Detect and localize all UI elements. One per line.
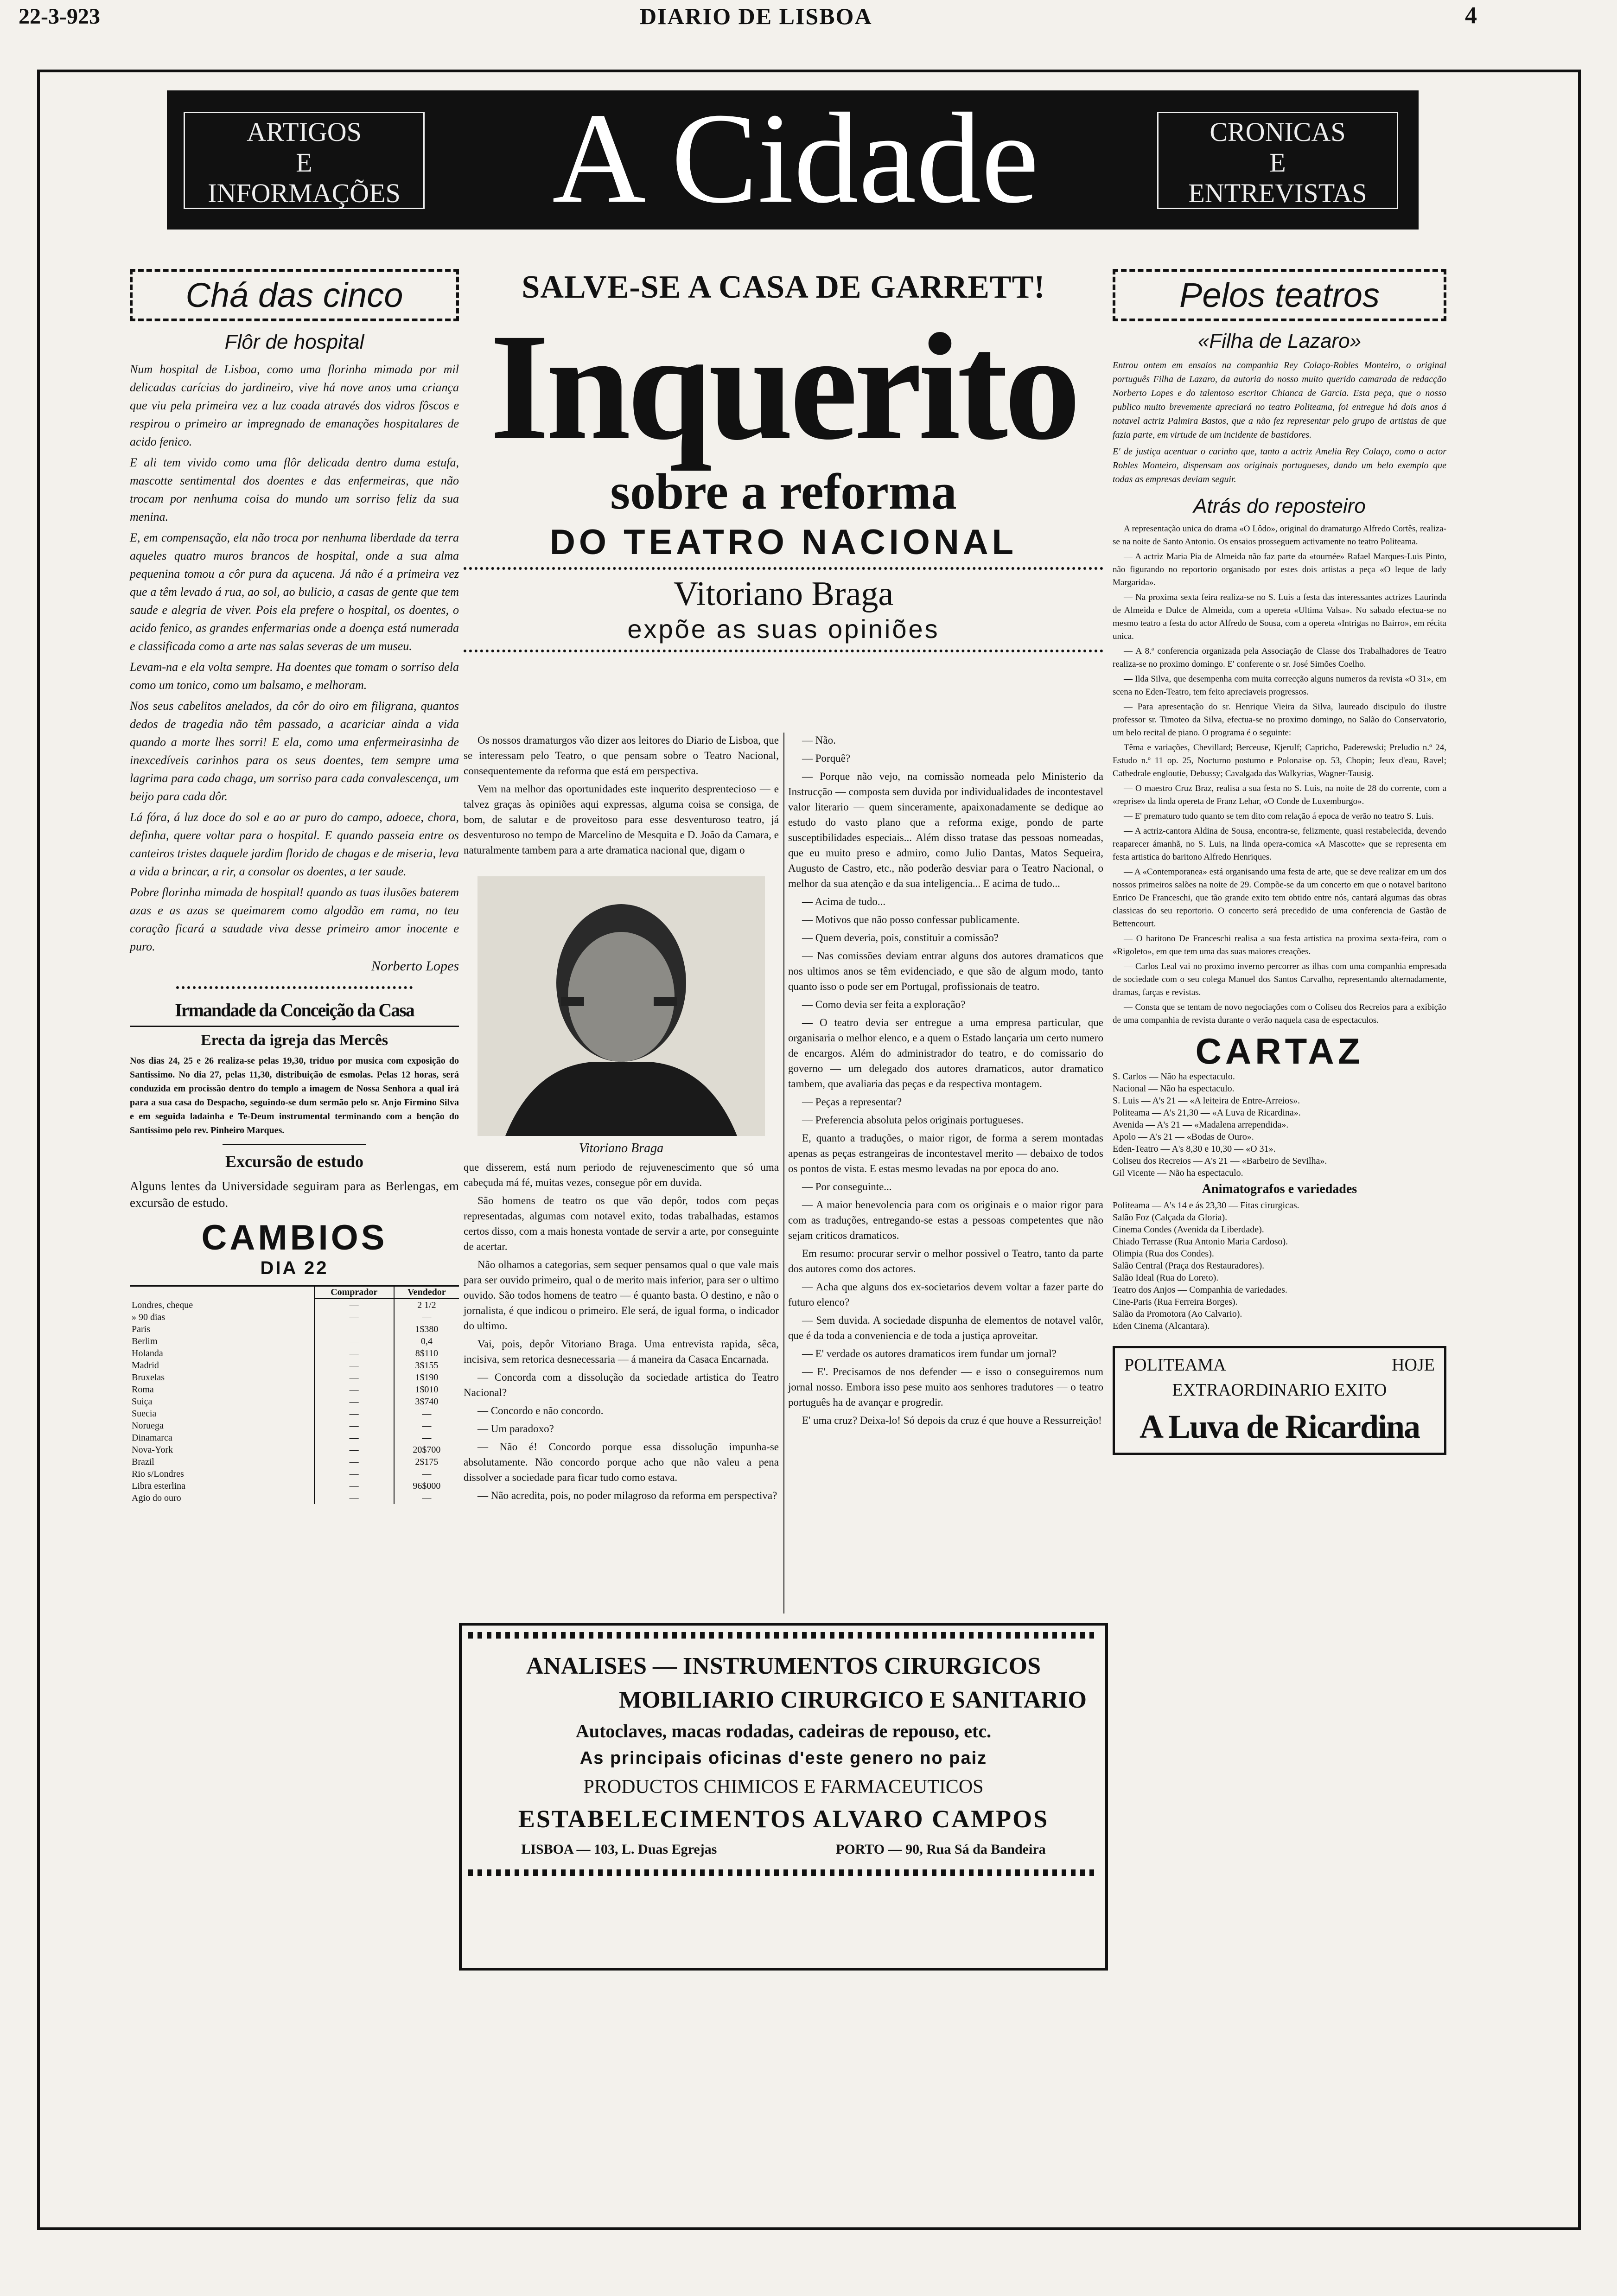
cartaz-item: S. Luis — A's 21 — «A leiteira de Entre-Arreios». — [1113, 1096, 1300, 1106]
cambios-cell: Libra esterlina — [130, 1480, 314, 1492]
photo-caption: Vitoriano Braga — [579, 1141, 664, 1155]
cambios-row — [130, 1359, 459, 1371]
paragraph: — Não acredita, pois, no poder milagroso da reforma em perspectiva? — [477, 1490, 777, 1501]
cambios-cell: — — [314, 1323, 394, 1335]
cambios-day: DIA 22 — [260, 1258, 329, 1278]
left-column — [130, 269, 459, 1504]
paragraph: Têma e variações, Chevillard; Berceuse, Kjerulf; Capricho, Paderewski; Preludio n.º 24, Estudo n.º 11 op. 25, Nocturno postumo e Polonaise op. 53, Chopin; Jeux d'eau, Ravel; Cathedrale engloutie, Debussy; Cavalgada das Walkyrias, Wagner-Tausig. — [1113, 743, 1446, 778]
paragraph: — Não. — [802, 734, 836, 746]
cambios-cell: — — [422, 1421, 432, 1431]
paragraph: — Na proxima sexta feira realiza-se no S. Luis a festa das interessantes actrizes Laurinda de Almeida e Dulce de Almeida, com a opereta «Ultima Valsa». No sabado efectua-se no mesmo teatro a festa do actor Alfredo de Sousa, com a opereta «Intrigas no Bairro», em récita unica. — [1113, 593, 1446, 641]
paragraph: — Motivos que não posso confessar publicamente. — [802, 914, 1020, 925]
paragraph: E' uma cruz? Deixa-lo! Só depois da cruz é que houve a Ressurreição! — [802, 1415, 1102, 1426]
article2-body — [1113, 523, 1446, 1027]
expoe-line: expõe as suas opiniões — [627, 614, 940, 644]
cambios-cell: Suecia — [130, 1408, 314, 1420]
ad-porto: PORTO — 90, Rua Sá da Bandeira — [836, 1842, 1046, 1857]
column-title-box — [130, 269, 459, 321]
cambios-cell: — — [314, 1347, 394, 1359]
cinema-item: Salão Central (Praça dos Restauradores). — [1113, 1261, 1265, 1271]
ad-line: EXTRAORDINARIO EXITO — [1172, 1380, 1387, 1400]
ad-line5: PRODUCTOS CHIMICOS E FARMACEUTICOS — [583, 1776, 984, 1798]
ad-addresses — [462, 1842, 1105, 1857]
paragraph: — A maior benevolencia para com os originais e o maior rigor para com as traduções, entregando-se estas a pessoas competentes que não sejam criticos dramaticos. — [788, 1199, 1103, 1241]
cambios-cell: Nova-York — [130, 1444, 314, 1456]
cambios-cell: — — [314, 1420, 394, 1432]
ad-box — [459, 1623, 1108, 1971]
paragraph: Lá fóra, á luz doce do sol e ao ar puro do campo, adoece, chora, definha, quere voltar para o hospital. E quando passeia entre os canteiros tristes daquele jardim florido de chagas e de miseria, leva a vida a brincar, a rir, a consolar os doentes, a ter saude. — [130, 810, 459, 878]
cambios-cell: — — [314, 1299, 394, 1311]
paragraph: — Porque não vejo, na comissão nomeada pelo Ministerio da Instrucção — composta sem duvida por individualidades de incontestavel valor literario — quem sinceramente, apaixonadamente se dedique ao estudo do vasto plano que a reforma exige, pondo de parte susceptibilidades especiais... Além disso tratase das pessoas nomeadas, que eu muito preso e admiro, como Julio Dantas, Matos Sequeira, Augusto de Castro, etc., não poderão desviar para o Teatro Nacional, o melhor da sua atenção e da sua inteligencia... E acima de tudo... — [788, 771, 1103, 889]
paragraph: Em resumo: procurar servir o melhor possivel o Teatro, tanto da parte dos autores como dos actores. — [788, 1248, 1103, 1275]
kicker: SALVE-SE A CASA DE GARRETT! — [522, 269, 1045, 305]
paragraph: — Peças a representar? — [802, 1096, 902, 1108]
paragraph: Os nossos dramaturgos vão dizer aos leitores do Diario de Lisboa, que se interessam pelo Teatro, o que pensam sobre o Teatro Nacional, consequentemente da reforma que está em perspectiva. — [464, 734, 779, 777]
cambios-row — [130, 1480, 459, 1492]
ad-line3: Autoclaves, macas rodadas, cadeiras de repouso, etc. — [575, 1721, 992, 1741]
paragraph: — Ilda Silva, que desempenha com muita correcção alguns numeros da revista «O 31», em scena no Eden-Teatro, tem feito apreciaveis progressos. — [1113, 674, 1446, 697]
cinema-item: Salão da Promotora (Ao Calvario). — [1113, 1309, 1242, 1319]
cambios-cell: Roma — [130, 1384, 314, 1396]
masthead-left-line: INFORMAÇÕES — [208, 178, 401, 208]
cambios-cell: — — [314, 1492, 394, 1504]
cambios-cell: Berlim — [130, 1335, 314, 1347]
cambios-row — [130, 1347, 459, 1359]
paragraph: — Para apresentação do sr. Henrique Vieira da Silva, laureado discipulo do ilustre professor sr. Timoteo da Silva, efectua-se no proximo domingo, no Salão do Conservatorio, um belo recital de piano. O programa é o seguinte: — [1113, 702, 1446, 738]
masthead-right-box — [1157, 112, 1398, 209]
article-title: Flôr de hospital — [224, 331, 364, 353]
center-column — [464, 269, 1103, 1857]
paragraph: — E' verdade os autores dramaticos irem fundar um jornal? — [802, 1348, 1057, 1359]
paragraph: — Porquê? — [802, 753, 851, 764]
cambios-cell: 2 1/2 — [417, 1300, 436, 1310]
cambios-cell: Rio s/Londres — [130, 1468, 314, 1480]
cambios-cell: » 90 dias — [130, 1311, 314, 1323]
cartaz-item: Politeama — A's 21,30 — «A Luva de Ricardina». — [1113, 1108, 1301, 1118]
signature: Norberto Lopes — [371, 958, 459, 974]
cartaz-title: CARTAZ — [1195, 1031, 1364, 1071]
cambios-cell: Noruega — [130, 1420, 314, 1432]
cambios-row — [130, 1323, 459, 1335]
cambios-row — [130, 1335, 459, 1347]
cambios-row — [130, 1492, 459, 1504]
cambios-title: CAMBIOS — [201, 1218, 388, 1257]
cambios-cell: Holanda — [130, 1347, 314, 1359]
column-title: Chá das cinco — [185, 276, 403, 314]
cambios-cell: — — [422, 1409, 432, 1419]
cinema-item: Eden Cinema (Alcantara). — [1113, 1321, 1210, 1331]
cinema-item: Cinema Condes (Avenida da Liberdade). — [1113, 1225, 1264, 1235]
cinema-item: Teatro dos Anjos — Companhia de variedades. — [1113, 1285, 1287, 1295]
headline-sub2: DO TEATRO NACIONAL — [549, 523, 1018, 562]
paragraph: — Um paradoxo? — [477, 1423, 554, 1435]
cambios-cell: Suiça — [130, 1396, 314, 1408]
paragraph: — Acha que alguns dos ex-societarios devem voltar a fazer parte do futuro elenco? — [788, 1281, 1103, 1308]
cambios-cell: 3$740 — [415, 1397, 439, 1407]
article1-text: Entrou ontem em ensaios na companhia Rey Colaço-Robles Monteiro, o original português Filha de Lazaro, da autoria do nosso muito querido camarada de redacção Norberto Lopes e do talentoso escritor Chianca de Garcia. Esta peça, que o nosso publico muito brevemente apreciará no teatro Politeama, foi entregue há dois anos á notavel actriz Palmira Bastos, que a não fez representar pelo grupo de artistas de que fazia parte, em virtude de um incidente de bastidores. — [1113, 360, 1446, 440]
cambios-row — [130, 1311, 459, 1323]
cambios-cell: — — [422, 1433, 432, 1443]
masthead-right-line: E — [1269, 147, 1286, 178]
paragraph: A representação unica do drama «O Lôdo», original do dramaturgo Alfredo Cortês, realiza-se na noite de Santo Antonio. Os ensaios prosseguem activamente no teatro Politeama. — [1113, 524, 1446, 547]
cambios-cell: — — [422, 1493, 432, 1503]
paragraph: Não olhamos a categorias, sem sequer pensamos qual o que vale mais para ser ouvido primeiro, qual o de merito mais inferior, para ser o ultimo ouvido. São todos homens de teatro — é quanto basta. O destino, e não o jornalista, é que indicou o primeiro. Ele será, de igual forma, o indicador do ultimo. — [464, 1259, 779, 1332]
page-number: 4 — [1465, 2, 1477, 29]
divider — [464, 650, 1103, 652]
paragraph: — A 8.ª conferencia organizada pela Associação de Classe dos Trabalhadores de Teatro realiza-se no proximo domingo. E' conferente o sr. José Simões Coelho. — [1113, 646, 1446, 669]
cambios-cell: Londres, cheque — [130, 1299, 314, 1311]
cambios-cell: 96$000 — [413, 1481, 441, 1491]
cinema-item: Olimpia (Rua dos Condes). — [1113, 1249, 1214, 1259]
article2-title: Atrás do reposteiro — [1193, 495, 1366, 517]
column-rule — [783, 733, 784, 1614]
cambios-row — [130, 1384, 459, 1396]
paragraph: — O teatro devia ser entregue a uma empresa particular, que organisaria o melhor elenco, e a quem o Estado lançaria um certo numero de encargos. Além do administrador do teatro, e do comissario do governo — um delegado dos autores dramaticos, autor dramatico tambem, que avaliaria das peças e da respectiva montagem. — [788, 1017, 1103, 1090]
cambios-cell: Bruxelas — [130, 1371, 314, 1384]
cambios-row — [130, 1408, 459, 1420]
cambios-cell: 2$175 — [415, 1457, 439, 1467]
paragraph: — Sem duvida. A sociedade dispunha de elementos de notavel valôr, que é da toda a conveniencia e de toda a justiça aproveitar. — [788, 1314, 1103, 1341]
paragraph: — Consta que se tentam de novo negociações com o Coliseu dos Recreios para a exibição de uma companhia de revista durante o verão naquela casa de espectaculos. — [1113, 1002, 1446, 1025]
paragraph: — Por conseguinte... — [802, 1181, 892, 1193]
paragraph: — O maestro Cruz Braz, realisa a sua festa no S. Luis, na noite de 28 do corrente, com a «reprise» da linda opereta de Franz Lehar, «O Conde de Luxemburgo». — [1113, 784, 1446, 806]
cambios-cell: — — [314, 1456, 394, 1468]
cartaz-item: Eden-Teatro — A's 8,30 e 10,30 — «O 31». — [1113, 1144, 1276, 1154]
irmandade-text: Nos dias 24, 25 e 26 realiza-se pelas 19,30, triduo por musica com exposição do Santissimo. No dia 27, pelas 11,30, distribuição de esmolas. Pelas 12 horas, será conduzida em procissão dentro do templo a imagem de Nossa Senhora a qual irá para a sua casa do Despacho, seguindo-se dum sermão pelo sr. Anjo Firmino Silva e em seguida ladainha e Te-Deum instrumental terminando com a benção do Santissimo pelo rev. Pinheiro Marques. — [130, 1056, 459, 1135]
paragraph: Vai, pois, depôr Vitoriano Braga. Uma entrevista rapida, sêca, incisiva, sem retorica desnecessaria — á maneira da Casaca Encarnada. — [464, 1338, 779, 1365]
paragraph: — O baritono De Franceschi realisa a sua festa artistica na proxima sexta-feira, com o «Rigoleto», em que tem uma das suas maiores creações. — [1113, 934, 1446, 957]
cambios-row — [130, 1468, 459, 1480]
cambios-cell: — — [314, 1384, 394, 1396]
cambios-row — [130, 1299, 459, 1311]
excursao-title: Excursão de estudo — [225, 1152, 364, 1171]
paragraph: — Concordo e não concordo. — [477, 1405, 604, 1416]
paragraph: — E'. Precisamos de nos defender — e isso o conseguiremos num jornal nosso. Embora isso pese muito aos senhores tradutores — o teatro português ha de avançar e progredir. — [788, 1366, 1103, 1408]
paragraph: — A actriz Maria Pia de Almeida não faz parte da «tournée» Rafael Marques-Luis Pinto, não figurando no reportorio organisado por estes dois artistas a peça «O leque de lady Margarida». — [1113, 552, 1446, 587]
paragraph: Levam-na e ela volta sempre. Ha doentes que tomam o sorriso dela como um tonico, como um balsamo, e melhoram. — [130, 660, 459, 692]
divider — [130, 1026, 459, 1027]
cambios-cell: — — [314, 1396, 394, 1408]
paragraph: Pobre florinha mimada de hospital! quando as tuas ilusões baterem azas e as azas se queimarem como algodão em rama, no teu coração ficará a saudade viva desse primeiro amor inocente e puro. — [130, 886, 459, 953]
cambios-cell: 20$700 — [413, 1445, 441, 1455]
cinema-item: Salão Ideal (Rua do Loreto). — [1113, 1273, 1219, 1283]
cinema-item: Politeama — A's 14 e ás 23,30 — Fitas cirurgicas. — [1113, 1200, 1299, 1211]
irmandade-subtitle: Erecta da igreja das Mercês — [200, 1032, 388, 1049]
cambios-cell: Brazil — [130, 1456, 314, 1468]
ad-line1: ANALISES — INSTRUMENTOS CIRURGICOS — [526, 1653, 1041, 1679]
paragraph: Num hospital de Lisboa, como uma florinha mimada por mil delicadas carícias do jardineiro, vive há nove anos uma criança que viu pela primeira vez a luz coada através dos vidros fôscos e respirou o primeiro ar impregnado de emanações hospitalares de acido fenico. — [130, 363, 459, 448]
cartaz-item: Coliseu dos Recreios — A's 21 — «Barbeiro de Sevilha». — [1113, 1156, 1327, 1166]
cambios-row — [130, 1371, 459, 1384]
politeama-ad — [1113, 1346, 1446, 1455]
cambios-cell: Agio do ouro — [130, 1492, 314, 1504]
cambios-table — [130, 1287, 459, 1504]
paragraph: Vem na melhor das oportunidades este inquerito desprentecioso — e talvez graças às opiniões aqui expressas, alguma coisa se consiga, de bom, de salutar e de proveitoso para esse desventuroso teatro, já desventuroso no tempo de Marcelino de Mesquita e D. João da Camara, e naturalmente tambem para a arte dramatica nacional que, digam o — [464, 783, 779, 856]
cambios-cell: 0,4 — [420, 1336, 433, 1346]
interviewee-name: Vitoriano Braga — [673, 575, 894, 613]
paragraph: — Quem deveria, pois, constituir a comissão? — [802, 932, 999, 944]
cartaz-item: Nacional — Não ha espectaculo. — [1113, 1084, 1235, 1094]
paragraph: — A actriz-cantora Aldina de Sousa, encontra-se, felizmente, quasi restabelecida, devendo reaparecer ámanhã, no S. Luis, na linda opera-comica «A Mascotte» que se representa em festa artistica do baritono Alfredo Henriques. — [1113, 826, 1446, 862]
paragraph: — E' prematuro tudo quanto se tem dito com relação á epoca de verão no teatro S. Luis. — [1124, 811, 1434, 821]
ad-title: A Luva de Ricardina — [1139, 1408, 1420, 1445]
cinema-item: Cine-Paris (Rua Ferreira Borges). — [1113, 1297, 1238, 1307]
cambios-row — [130, 1420, 459, 1432]
column-title: Pelos teatros — [1179, 276, 1380, 314]
cambios-cell: 8$110 — [415, 1348, 439, 1358]
divider — [464, 567, 1103, 570]
cartaz-item: Gil Vicente — Não ha espectaculo. — [1113, 1168, 1243, 1178]
col-sell: Vendedor — [394, 1287, 459, 1299]
paragraph: — Acima de tudo... — [802, 896, 886, 907]
cartaz-item: Apolo — A's 21 — «Bodas de Ouro». — [1113, 1132, 1254, 1142]
cambios-cell: Paris — [130, 1323, 314, 1335]
right-column — [1113, 269, 1446, 1455]
article1-title: «Filha de Lazaro» — [1197, 330, 1362, 352]
cinema-item: Salão Foz (Calçada da Gloria). — [1113, 1212, 1228, 1223]
ad-border-top — [468, 1632, 1099, 1639]
headline: Inquerito — [490, 302, 1077, 472]
cartaz-list — [1113, 1071, 1446, 1179]
cambios-row — [130, 1396, 459, 1408]
ad-when: HOJE — [1392, 1355, 1435, 1375]
cambios-cell: 1$190 — [415, 1372, 439, 1383]
masthead-right-line: CRONICAS — [1210, 117, 1346, 147]
excursao-text: Alguns lentes da Universidade seguiram para as Berlengas, em excursão de estudo. — [130, 1179, 459, 1210]
portrait-icon — [477, 876, 765, 1136]
paragraph: — Como devia ser feita a exploração? — [802, 999, 966, 1010]
ad-line6: ESTABELECIMENTOS ALVARO CAMPOS — [518, 1805, 1049, 1833]
cambios-cell: Madrid — [130, 1359, 314, 1371]
interview-col2 — [788, 733, 1103, 1431]
paragraph: — Não é! Concordo porque essa dissolução impunha-se absolutamente. Não concordo porque acho que não valeu a pena dissolver a sociedade para ficar tudo como estava. — [464, 1441, 779, 1483]
cambios-cell: — — [314, 1408, 394, 1420]
masthead-left-box — [184, 112, 425, 209]
col-buy: Comprador — [314, 1287, 394, 1299]
paragraph: — Nas comissões deviam entrar alguns dos autores dramaticos que nos ultimos anos se têm evidenciado, e que são de algum modo, tanto quanto isso o pode ser em Portugal, profissionais de teatro. — [788, 950, 1103, 992]
article1-text2: E' de justiça acentuar o carinho que, tanto a actriz Amelia Rey Colaço, como o actor Robles Monteiro, dispensam aos originais portugueses, dando um belo exemplo que todas as empresas deviam seguir. — [1113, 446, 1446, 485]
cartaz-item: Avenida — A's 21 — «Madalena arrependida». — [1113, 1120, 1289, 1130]
paragraph: que disserem, está num periodo de rejuvenescimento que só uma cabeçuda má fé, muitas vezes, consegue pôr em duvida. — [464, 1161, 779, 1188]
portrait — [477, 876, 765, 1136]
ad-line4: As principais oficinas d'este genero no paiz — [579, 1748, 987, 1768]
cambios-cell: — — [314, 1468, 394, 1480]
cambios-row — [130, 1456, 459, 1468]
cambios-cell: 1$010 — [415, 1384, 439, 1395]
masthead-left-line: E — [296, 147, 312, 178]
column-title-box — [1113, 269, 1446, 321]
masthead — [167, 86, 1419, 230]
masthead-right-line: ENTREVISTAS — [1188, 178, 1367, 208]
cambios-cell: 1$380 — [415, 1324, 439, 1334]
paragraph: E, quanto a traduções, o maior rigor, de forma a serem montadas apenas as peças estrangeiras de incontestavel merito — debaixo de todos os pontos de vista. E estas mesmo levadas na por epoca do ano. — [788, 1132, 1103, 1174]
paragraph: São homens de teatro os que vão depôr, todos com peças representadas, algumas com notavel exito, todas trabalhadas, estamos certos disso, com a mais honesta vontade de servir a arte, por conseguinte de acertar. — [464, 1195, 779, 1252]
cinema-item: Chiado Terrasse (Rua Antonio Maria Cardoso). — [1113, 1237, 1288, 1247]
page-date: 22-3-923 — [19, 4, 100, 29]
divider — [176, 986, 413, 989]
paragraph: E ali tem vivido como uma flôr delicada dentro duma estufa, mascotte sentimental dos doentes e das enfermeiras, que não trocam por nenhuma coisa do mundo um sorriso feliz da sua menina. — [130, 456, 459, 523]
cambios-cell: — — [314, 1432, 394, 1444]
cambios-cell: Dinamarca — [130, 1432, 314, 1444]
paragraph: — Preferencia absoluta pelos originais portugueses. — [802, 1114, 1024, 1126]
cartaz-item: S. Carlos — Não ha espectaculo. — [1113, 1071, 1235, 1082]
cambios-cell: — — [314, 1335, 394, 1347]
masthead-left-line: ARTIGOS — [247, 117, 362, 147]
article-body — [130, 360, 459, 956]
cambios-row — [130, 1432, 459, 1444]
cambios-cell: — — [314, 1311, 394, 1323]
cambios-cell: — — [314, 1371, 394, 1384]
cambios-cell: — — [314, 1444, 394, 1456]
headline-sub1: sobre a reforma — [610, 463, 957, 520]
cambios-cell: — — [314, 1359, 394, 1371]
cambios-row — [130, 1444, 459, 1456]
paragraph: — A «Contemporanea» está organisando uma festa de arte, que se deve realizar em um dos nossos primeiros salões na noite de 29. Compõe-se da um concerto em que o notavel baritono Enrico De Franceschi, que tão grande exito tem obtido entre nós, cantará algumas das obras classicas do seu reportorio. O concerto será precedido de uma conferencia de Gastão de Bettencourt. — [1113, 867, 1446, 929]
cambios-cell: — — [422, 1312, 432, 1322]
interview-col1 — [464, 733, 779, 1506]
cambios-cell: — — [314, 1480, 394, 1492]
paragraph: E, em compensação, ela não troca por nenhuma liberdade da terra aqueles quatro muros brancos de hospital, onde a sua alma pequenina tomou a côr pura da açucena. Já não é a primeira vez que a têm levado á rua, ao sol, ao bulicio, a casas de gente que tem saude e alegria de viver. Pois ela prefere o hospital, os doentes, o acido fenico, as grandes enfermarias onde a doença está numerada e classificada como a arte nas salas severas de um museu. — [130, 531, 459, 653]
divider — [223, 1144, 366, 1145]
paragraph: — Concorda com a dissolução da sociedade artistica do Teatro Nacional? — [464, 1371, 779, 1398]
ad-lisboa: LISBOA — 103, L. Duas Egrejas — [521, 1842, 717, 1857]
paper-name: DIARIO DE LISBOA — [640, 3, 872, 29]
cinema-list — [1113, 1199, 1446, 1332]
paragraph: Nos seus cabelitos anelados, da côr do oiro em filigrana, quantos dedos de tragedia não têm passado, a acariciar ainda a vida quando a morte lhes sorri! E ela, como uma enfermeirasinha de inexcedíveis carinhos para os seus doentes, tem sempre uma lagrima para cada chaga, um sorriso para cada convalescença, um beijo para cada dôr. — [130, 699, 459, 803]
irmandade-title: Irmandade da Conceição da Casa — [175, 1000, 414, 1020]
ad-border-bottom — [468, 1869, 1099, 1876]
cambios-cell: 3$155 — [415, 1360, 439, 1371]
ad-theatre: POLITEAMA — [1124, 1355, 1226, 1375]
cinema-title: Animatografos e variedades — [1202, 1182, 1357, 1196]
ad-line2: MOBILIARIO CIRURGICO E SANITARIO — [619, 1687, 1087, 1713]
cambios-cell: — — [422, 1469, 432, 1479]
masthead-title: A Cidade — [552, 86, 1039, 230]
paragraph: — Carlos Leal vai no proximo inverno percorrer as ilhas com uma companhia empresada de sociedade com o seu colega Manuel dos Santos Carvalho, representando alternadamente, dramas, farças e revistas. — [1113, 962, 1446, 997]
